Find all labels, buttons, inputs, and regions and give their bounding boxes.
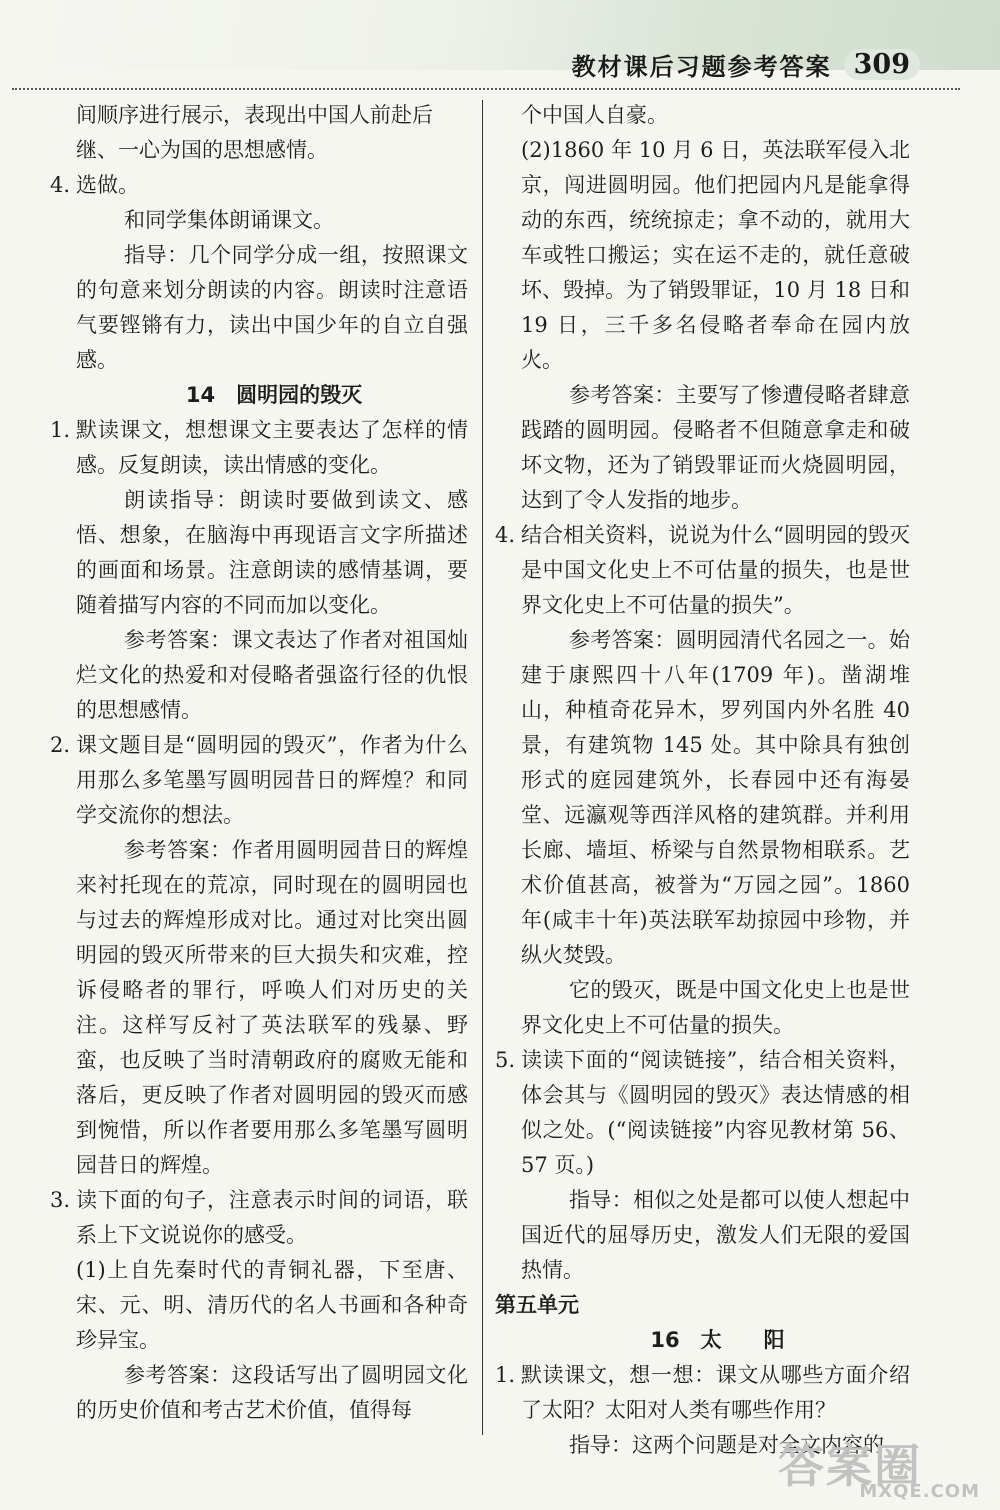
answer-text: 参考答案：圆明园清代名园之一。始建于康熙四十八年(1709 年)。凿湖堆山，种植奇花异木，罗列国内外名胜 40 景，有建筑物 145 处。其中除具有独创形式的庭园建筑外，长春园中还有海晏堂、远瀛观等西洋风格的建筑群。并利用长廊、墙垣、桥梁与自然景物相联系。艺术价值甚高，被誉为“万园之园”。1860 年(咸丰十年)英法联军劫掠园中珍物，并纵火焚毁。 [521, 628, 910, 967]
question-item [495, 518, 910, 623]
running-header [572, 44, 920, 84]
question-item [50, 413, 468, 483]
question-text: 选做。 [76, 173, 139, 197]
watermark-url: MXQE.COM [859, 1481, 980, 1502]
activity-text: 和同学集体朗诵课文。 [124, 208, 334, 232]
question-item [495, 1358, 910, 1428]
watermark-text: 答案圈 [778, 1439, 922, 1493]
guide-text: 指导：这两个问题是对全文内容的 [569, 1433, 884, 1457]
continued-line: 个中国人自豪。 [521, 103, 668, 127]
question-item [495, 1043, 910, 1183]
answer-text: 参考答案：这段话写出了圆明园文化的历史价值和考古艺术价值，值得每 [76, 1363, 468, 1422]
answer-text: 参考答案：主要写了惨遭侵略者肆意践踏的圆明园。侵略者不但随意拿走和破坏文物，还为了销毁罪证而火烧圆明园，达到了令人发指的地步。 [521, 383, 910, 512]
right-column [495, 98, 910, 1463]
answer-text: 它的毁灭，既是中国文化史上也是世界文化史上不可估量的损失。 [521, 978, 910, 1037]
lesson-title: 16 太 阳 [650, 1328, 785, 1352]
question-item [50, 1183, 468, 1253]
question-item [50, 728, 468, 833]
continued-line: 间顺序进行展示，表现出中国人前赴后 [76, 103, 433, 127]
question-text: 读下面的句子，注意表示时间的词语，联系上下文说说你的感受。 [76, 1188, 468, 1247]
page-number: 309 [844, 49, 920, 80]
question-number: 2. [50, 733, 71, 757]
question-text: 课文题目是“圆明园的毁灭”，作者为什么用那么多笔墨写圆明园昔日的辉煌？和同学交流你的想法。 [76, 733, 468, 827]
question-number: 1. [50, 418, 71, 442]
column-divider [482, 100, 483, 1435]
watermark-logo [778, 1430, 988, 1502]
guide-text: 朗读指导：朗读时要做到读文、感悟、想象，在脑海中再现语言文字所描述的画面和场景。注意朗读的感情基调，要随着描写内容的不同而加以变化。 [76, 488, 468, 617]
question-text: 读读下面的“阅读链接”，结合相关资料，体会其与《圆明园的毁灭》表达情感的相似之处。(“阅读链接”内容见教材第 56、57 页。) [521, 1048, 910, 1177]
header-title: 教材课后习题参考答案 [571, 52, 832, 81]
question-number: 4. [495, 523, 516, 547]
answer-text: 参考答案：作者用圆明园昔日的辉煌来衬托现在的荒凉，同时现在的圆明园也与过去的辉煌形成对比。通过对比突出圆明园的毁灭所带来的巨大损失和灾难，控诉侵略者的罪行，呼唤人们对历史的关注。这样写反衬了英法联军的残暴、野蛮，也反映了当时清朝政府的腐败无能和落后，更反映了作者对圆明园的毁灭而感到惋惜，所以作者要用那么多笔墨写圆明园昔日的辉煌。 [76, 838, 468, 1177]
answer-text: 参考答案：课文表达了作者对祖国灿烂文化的热爱和对侵略者强盗行径的仇恨的思想感情。 [76, 628, 468, 722]
continued-line: 继、一心为国的思想感情。 [76, 138, 328, 162]
question-number: 4. [50, 173, 71, 197]
left-column [50, 98, 468, 1428]
unit-title: 第五单元 [495, 1293, 579, 1317]
guide-text: 指导：相似之处是都可以使人想起中国近代的屈辱历史，激发人们无限的爱国热情。 [521, 1188, 910, 1282]
question-number: 3. [50, 1188, 71, 1212]
sentence-text: (1)上自先秦时代的青铜礼器，下至唐、宋、元、明、清历代的名人书画和各种奇珍异宝。 [76, 1258, 468, 1352]
sentence-text: (2)1860 年 10 月 6 日，英法联军侵入北京，闯进圆明园。他们把园内凡是能拿得动的东西，统统掠走；拿不动的，就用大车或牲口搬运；实在运不走的，就任意破坏、毁掉。为了销毁罪证，10 月 18 日和 19 日，三千多名侵略者奉命在园内放火。 [521, 138, 910, 372]
question-number: 1. [495, 1363, 516, 1387]
question-number: 5. [495, 1048, 516, 1072]
question-text: 结合相关资料，说说为什么“圆明园的毁灭是中国文化史上不可估量的损失，也是世界文化史上不可估量的损失”。 [521, 523, 910, 617]
lesson-title: 14 圆明园的毁灭 [185, 383, 363, 407]
question-item [50, 168, 468, 203]
guide-text: 指导：几个同学分成一组，按照课文的句意来划分朗读的内容。朗读时注意语气要铿锵有力，读出中国少年的自立自强感。 [76, 243, 468, 372]
question-text: 默读课文，想一想：课文从哪些方面介绍了太阳？太阳对人类有哪些作用？ [521, 1363, 910, 1422]
header-rule [12, 88, 960, 90]
question-text: 默读课文，想想课文主要表达了怎样的情感。反复朗读，读出情感的变化。 [76, 418, 468, 477]
